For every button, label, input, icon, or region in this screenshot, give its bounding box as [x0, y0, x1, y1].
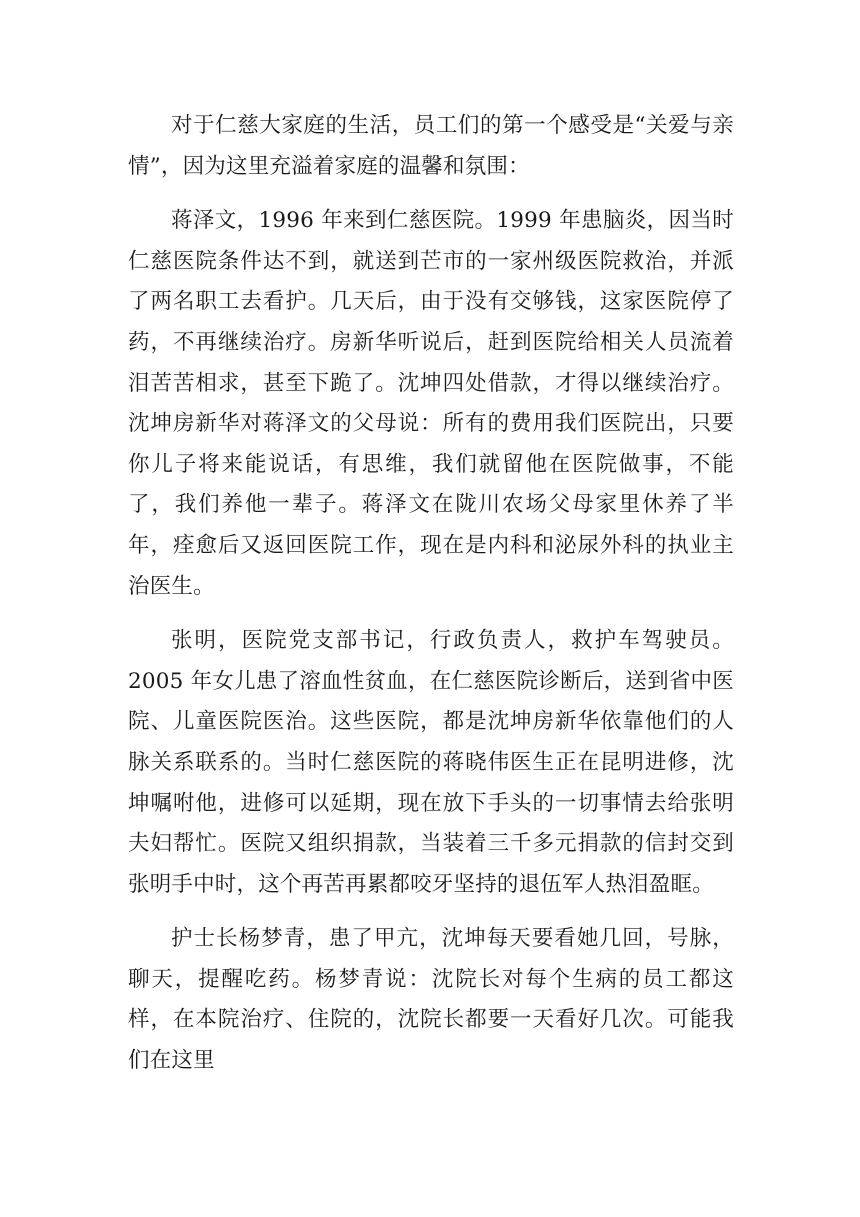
paragraph-intro: 对于仁慈大家庭的生活，员工们的第一个感受是“关爱与亲情”，因为这里充溢着家庭的温馨和氛围：	[128, 113, 734, 179]
paragraph-zhang-ming: 张明，医院党支部书记，行政负责人，救护车驾驶员。2005 年女儿患了溶血性贫血，在仁慈医院诊断后，送到省中医院、儿童医院医治。这些医院，都是沈坤房新华依靠他们的人脉关系联系的。当时仁慈医院的蒋晓伟医生正在昆明进修，沈坤嘱咐他，进修可以延期，现在放下手头的一切事情去给张明夫妇帮忙。医院又组织捐款，当装着三千多元捐款的信封交到张明手中时，这个再苦再累都咬牙坚持的退伍军人热泪盈眶。	[128, 628, 734, 897]
paragraph-jiang-zewen: 蒋泽文，1996 年来到仁慈医院。1999 年患脑炎，因当时仁慈医院条件达不到，就送到芒市的一家州级医院救治，并派了两名职工去看护。几天后，由于没有交够钱，这家医院停了药，不再继续治疗。房新华听说后，赶到医院给相关人员流着泪苦苦相求，甚至下跪了。沈坤四处借款，才得以继续治疗。沈坤房新华对蒋泽文的父母说：所有的费用我们医院出，只要你儿子将来能说话，有思维，我们就留他在医院做事，不能了，我们养他一辈子。蒋泽文在陇川农场父母家里休养了半年，痊愈后又返回医院工作，现在是内科和泌尿外科的执业主治医生。	[128, 208, 734, 599]
paragraph-yang-mengqing: 护士长杨梦青，患了甲亢，沈坤每天要看她几回，号脉，聊天，提醒吃药。杨梦青说：沈院长对每个生病的员工都这样，在本院治疗、住院的，沈院长都要一天看好几次。可能我们在这里	[128, 926, 734, 1074]
document-page	[128, 106, 734, 1096]
